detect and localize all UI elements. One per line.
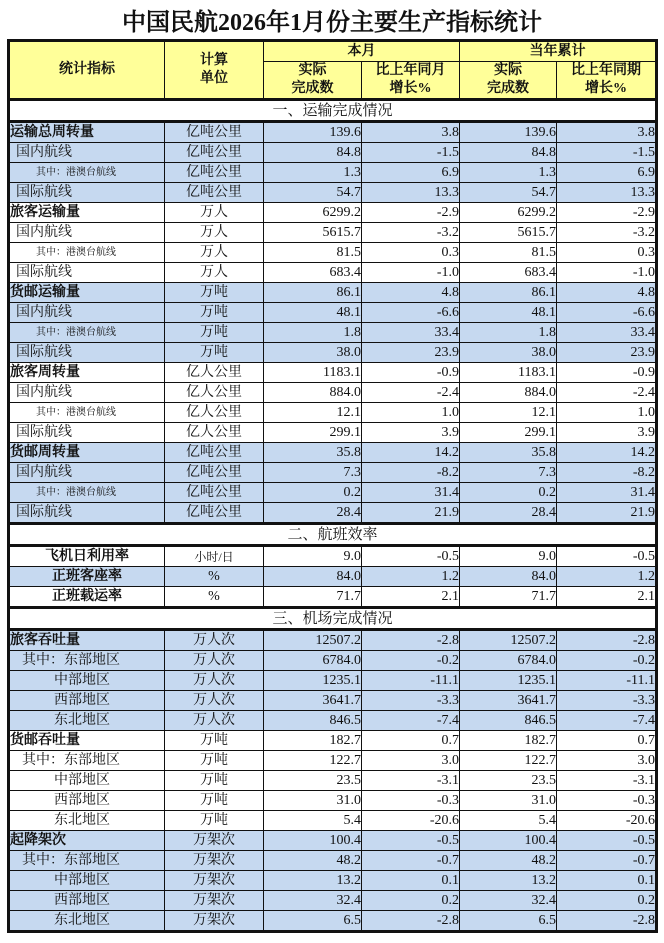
ytd-yoy-cell: 31.4	[557, 483, 657, 503]
table-row	[9, 891, 657, 911]
table-row	[9, 731, 657, 751]
section-header-row	[9, 100, 657, 122]
table-row	[9, 203, 657, 223]
indicator-name-cell: 国际航线	[9, 263, 165, 283]
month-actual-cell: 884.0	[264, 383, 362, 403]
month-yoy-cell: -0.5	[362, 831, 460, 851]
indicator-name-cell: 其中：港澳台航线	[9, 163, 165, 183]
unit-cell: 亿吨公里	[165, 483, 264, 503]
indicator-name-cell: 国内航线	[9, 303, 165, 323]
unit-cell: 万人次	[165, 671, 264, 691]
month-yoy-cell: -7.4	[362, 711, 460, 731]
month-yoy-cell: 0.1	[362, 871, 460, 891]
ytd-actual-cell: 31.0	[460, 791, 557, 811]
header-unit-line2: 单位	[200, 71, 228, 86]
month-actual-cell: 5.4	[264, 811, 362, 831]
unit-cell: 小时/日	[165, 546, 264, 567]
ytd-yoy-cell: 33.4	[557, 323, 657, 343]
ytd-yoy-cell: -2.8	[557, 630, 657, 651]
table-row	[9, 183, 657, 203]
ytd-actual-cell: 86.1	[460, 283, 557, 303]
ytd-yoy-cell: -2.8	[557, 911, 657, 932]
indicator-name-cell: 起降架次	[9, 831, 165, 851]
unit-cell: 亿吨公里	[165, 163, 264, 183]
unit-cell: 万吨	[165, 811, 264, 831]
month-actual-cell: 48.2	[264, 851, 362, 871]
unit-cell: %	[165, 587, 264, 608]
table-row	[9, 671, 657, 691]
ytd-yoy-cell: 3.0	[557, 751, 657, 771]
indicator-name-cell: 正班载运率	[9, 587, 165, 608]
month-yoy-cell: 14.2	[362, 443, 460, 463]
unit-cell: 万吨	[165, 343, 264, 363]
header-ytd-yoy	[557, 62, 657, 100]
ytd-yoy-cell: -8.2	[557, 463, 657, 483]
ytd-actual-cell: 122.7	[460, 751, 557, 771]
month-yoy-cell: -11.1	[362, 671, 460, 691]
table-row	[9, 651, 657, 671]
ytd-actual-cell: 100.4	[460, 831, 557, 851]
unit-cell: 万吨	[165, 731, 264, 751]
unit-cell: 万架次	[165, 891, 264, 911]
ytd-actual-cell: 12507.2	[460, 630, 557, 651]
month-yoy-cell: -0.9	[362, 363, 460, 383]
month-actual-cell: 32.4	[264, 891, 362, 911]
month-actual-cell: 81.5	[264, 243, 362, 263]
ytd-yoy-cell: -1.0	[557, 263, 657, 283]
table-body	[9, 100, 657, 932]
month-actual-cell: 35.8	[264, 443, 362, 463]
month-actual-cell: 182.7	[264, 731, 362, 751]
ytd-yoy-cell: -0.9	[557, 363, 657, 383]
table-row	[9, 423, 657, 443]
unit-cell: 万人	[165, 223, 264, 243]
indicator-name-cell: 中部地区	[9, 771, 165, 791]
month-actual-cell: 299.1	[264, 423, 362, 443]
month-actual-cell: 1.8	[264, 323, 362, 343]
header-ytd-yoy-line1: 比上年同期	[571, 63, 641, 78]
indicator-name-cell: 运输总周转量	[9, 122, 165, 143]
indicator-name-cell: 国际航线	[9, 343, 165, 363]
ytd-actual-cell: 5615.7	[460, 223, 557, 243]
ytd-actual-cell: 3641.7	[460, 691, 557, 711]
header-month-yoy-line2: 增长%	[389, 81, 432, 96]
table-row	[9, 771, 657, 791]
ytd-yoy-cell: 0.7	[557, 731, 657, 751]
month-actual-cell: 23.5	[264, 771, 362, 791]
ytd-yoy-cell: 1.2	[557, 567, 657, 587]
month-actual-cell: 38.0	[264, 343, 362, 363]
section-header-row	[9, 608, 657, 630]
indicator-name-cell: 西部地区	[9, 791, 165, 811]
unit-cell: %	[165, 567, 264, 587]
ytd-actual-cell: 0.2	[460, 483, 557, 503]
month-yoy-cell: 3.8	[362, 122, 460, 143]
unit-cell: 亿吨公里	[165, 443, 264, 463]
ytd-yoy-cell: 1.0	[557, 403, 657, 423]
ytd-actual-cell: 1.8	[460, 323, 557, 343]
table-row	[9, 711, 657, 731]
month-yoy-cell: 4.8	[362, 283, 460, 303]
month-yoy-cell: 33.4	[362, 323, 460, 343]
ytd-yoy-cell: -11.1	[557, 671, 657, 691]
unit-cell: 万人	[165, 263, 264, 283]
ytd-actual-cell: 299.1	[460, 423, 557, 443]
ytd-actual-cell: 683.4	[460, 263, 557, 283]
header-month-actual	[264, 62, 362, 100]
month-actual-cell: 28.4	[264, 503, 362, 524]
table-row	[9, 143, 657, 163]
table-row	[9, 851, 657, 871]
table-row	[9, 243, 657, 263]
ytd-actual-cell: 1235.1	[460, 671, 557, 691]
indicator-name-cell: 国内航线	[9, 383, 165, 403]
header-ytd-actual	[460, 62, 557, 100]
unit-cell: 万吨	[165, 791, 264, 811]
unit-cell: 亿吨公里	[165, 463, 264, 483]
table-row	[9, 443, 657, 463]
month-yoy-cell: 23.9	[362, 343, 460, 363]
ytd-yoy-cell: 0.3	[557, 243, 657, 263]
indicator-name-cell: 其中：港澳台航线	[9, 483, 165, 503]
ytd-yoy-cell: 23.9	[557, 343, 657, 363]
ytd-actual-cell: 182.7	[460, 731, 557, 751]
ytd-yoy-cell: 21.9	[557, 503, 657, 524]
table-row	[9, 343, 657, 363]
month-yoy-cell: 3.9	[362, 423, 460, 443]
header-ytd-actual-line1: 实际	[494, 63, 522, 78]
indicator-name-cell: 货邮吞吐量	[9, 731, 165, 751]
ytd-yoy-cell: 0.1	[557, 871, 657, 891]
header-this-month: 本月	[264, 41, 460, 62]
month-yoy-cell: -0.3	[362, 791, 460, 811]
ytd-yoy-cell: -20.6	[557, 811, 657, 831]
month-actual-cell: 9.0	[264, 546, 362, 567]
ytd-actual-cell: 48.2	[460, 851, 557, 871]
ytd-actual-cell: 12.1	[460, 403, 557, 423]
indicator-name-cell: 中部地区	[9, 871, 165, 891]
month-actual-cell: 139.6	[264, 122, 362, 143]
indicator-name-cell: 国际航线	[9, 423, 165, 443]
month-yoy-cell: -6.6	[362, 303, 460, 323]
indicator-name-cell: 其中：东部地区	[9, 651, 165, 671]
unit-cell: 万吨	[165, 751, 264, 771]
month-actual-cell: 13.2	[264, 871, 362, 891]
unit-cell: 万人	[165, 203, 264, 223]
header-ytd: 当年累计	[460, 41, 657, 62]
month-yoy-cell: 3.0	[362, 751, 460, 771]
ytd-actual-cell: 7.3	[460, 463, 557, 483]
month-yoy-cell: 0.7	[362, 731, 460, 751]
ytd-actual-cell: 84.0	[460, 567, 557, 587]
indicator-name-cell: 国内航线	[9, 223, 165, 243]
table-row	[9, 751, 657, 771]
month-yoy-cell: -3.3	[362, 691, 460, 711]
month-actual-cell: 683.4	[264, 263, 362, 283]
header-indicator: 统计指标	[9, 41, 165, 100]
ytd-yoy-cell: 14.2	[557, 443, 657, 463]
table-row	[9, 263, 657, 283]
month-actual-cell: 3641.7	[264, 691, 362, 711]
ytd-yoy-cell: 3.9	[557, 423, 657, 443]
indicator-name-cell: 正班客座率	[9, 567, 165, 587]
header-ytd-yoy-line2: 增长%	[585, 81, 627, 96]
ytd-yoy-cell: -0.7	[557, 851, 657, 871]
table-row	[9, 323, 657, 343]
header-month-actual-line1: 实际	[298, 63, 327, 78]
unit-cell: 万人次	[165, 651, 264, 671]
ytd-yoy-cell: -6.6	[557, 303, 657, 323]
ytd-yoy-cell: 0.2	[557, 891, 657, 911]
unit-cell: 万吨	[165, 303, 264, 323]
unit-cell: 万架次	[165, 911, 264, 932]
month-actual-cell: 846.5	[264, 711, 362, 731]
indicator-name-cell: 其中：港澳台航线	[9, 243, 165, 263]
table-row	[9, 691, 657, 711]
ytd-yoy-cell: -0.5	[557, 831, 657, 851]
ytd-yoy-cell: 3.8	[557, 122, 657, 143]
month-actual-cell: 48.1	[264, 303, 362, 323]
table-row	[9, 283, 657, 303]
month-yoy-cell: 1.0	[362, 403, 460, 423]
ytd-actual-cell: 71.7	[460, 587, 557, 608]
ytd-actual-cell: 139.6	[460, 122, 557, 143]
unit-cell: 万人次	[165, 711, 264, 731]
unit-cell: 万吨	[165, 323, 264, 343]
table-row	[9, 223, 657, 243]
month-actual-cell: 6299.2	[264, 203, 362, 223]
unit-cell: 亿吨公里	[165, 143, 264, 163]
unit-cell: 万架次	[165, 871, 264, 891]
month-yoy-cell: -0.7	[362, 851, 460, 871]
ytd-yoy-cell: 4.8	[557, 283, 657, 303]
indicator-name-cell: 其中：东部地区	[9, 851, 165, 871]
unit-cell: 万吨	[165, 771, 264, 791]
unit-cell: 万人	[165, 243, 264, 263]
month-yoy-cell: -0.2	[362, 651, 460, 671]
month-actual-cell: 5615.7	[264, 223, 362, 243]
month-actual-cell: 86.1	[264, 283, 362, 303]
ytd-yoy-cell: -0.3	[557, 791, 657, 811]
table-row	[9, 831, 657, 851]
table-row	[9, 587, 657, 608]
month-yoy-cell: 21.9	[362, 503, 460, 524]
table-row	[9, 503, 657, 524]
section-title: 一、运输完成情况	[9, 100, 657, 122]
month-yoy-cell: -1.5	[362, 143, 460, 163]
table-row	[9, 383, 657, 403]
table-row	[9, 303, 657, 323]
ytd-actual-cell: 6784.0	[460, 651, 557, 671]
ytd-actual-cell: 81.5	[460, 243, 557, 263]
month-yoy-cell: -3.1	[362, 771, 460, 791]
ytd-actual-cell: 28.4	[460, 503, 557, 524]
month-yoy-cell: 6.9	[362, 163, 460, 183]
table-row	[9, 911, 657, 932]
month-actual-cell: 84.8	[264, 143, 362, 163]
ytd-actual-cell: 884.0	[460, 383, 557, 403]
indicator-name-cell: 旅客周转量	[9, 363, 165, 383]
month-yoy-cell: 2.1	[362, 587, 460, 608]
ytd-yoy-cell: -2.9	[557, 203, 657, 223]
table-row	[9, 463, 657, 483]
indicator-name-cell: 西部地区	[9, 891, 165, 911]
unit-cell: 万架次	[165, 851, 264, 871]
month-yoy-cell: 31.4	[362, 483, 460, 503]
indicator-name-cell: 飞机日利用率	[9, 546, 165, 567]
table-row	[9, 811, 657, 831]
month-actual-cell: 1.3	[264, 163, 362, 183]
month-yoy-cell: -2.9	[362, 203, 460, 223]
month-actual-cell: 100.4	[264, 831, 362, 851]
table-row	[9, 122, 657, 143]
indicator-name-cell: 旅客吞吐量	[9, 630, 165, 651]
indicator-name-cell: 其中：港澳台航线	[9, 323, 165, 343]
indicator-name-cell: 货邮周转量	[9, 443, 165, 463]
ytd-yoy-cell: -7.4	[557, 711, 657, 731]
indicator-name-cell: 货邮运输量	[9, 283, 165, 303]
month-actual-cell: 122.7	[264, 751, 362, 771]
indicator-name-cell: 东北地区	[9, 811, 165, 831]
ytd-actual-cell: 1.3	[460, 163, 557, 183]
unit-cell: 亿吨公里	[165, 122, 264, 143]
table-row	[9, 483, 657, 503]
table-row	[9, 403, 657, 423]
ytd-yoy-cell: -3.2	[557, 223, 657, 243]
month-yoy-cell: 0.3	[362, 243, 460, 263]
table-row	[9, 630, 657, 651]
month-yoy-cell: -0.5	[362, 546, 460, 567]
month-actual-cell: 12507.2	[264, 630, 362, 651]
ytd-actual-cell: 6299.2	[460, 203, 557, 223]
month-yoy-cell: 0.2	[362, 891, 460, 911]
section-title: 二、航班效率	[9, 524, 657, 546]
indicator-name-cell: 国内航线	[9, 463, 165, 483]
ytd-yoy-cell: -1.5	[557, 143, 657, 163]
statistics-table	[7, 39, 658, 933]
ytd-actual-cell: 1183.1	[460, 363, 557, 383]
section-title: 三、机场完成情况	[9, 608, 657, 630]
unit-cell: 亿人公里	[165, 363, 264, 383]
month-yoy-cell: -20.6	[362, 811, 460, 831]
table-row	[9, 163, 657, 183]
header-unit-line1: 计算	[200, 53, 228, 68]
unit-cell: 亿人公里	[165, 423, 264, 443]
table-row	[9, 546, 657, 567]
ytd-actual-cell: 9.0	[460, 546, 557, 567]
header-month-yoy-line1: 比上年同月	[375, 63, 446, 78]
unit-cell: 万人次	[165, 691, 264, 711]
month-yoy-cell: -2.8	[362, 630, 460, 651]
month-yoy-cell: -2.4	[362, 383, 460, 403]
ytd-actual-cell: 13.2	[460, 871, 557, 891]
table-row	[9, 791, 657, 811]
ytd-actual-cell: 6.5	[460, 911, 557, 932]
ytd-actual-cell: 846.5	[460, 711, 557, 731]
indicator-name-cell: 旅客运输量	[9, 203, 165, 223]
month-yoy-cell: -8.2	[362, 463, 460, 483]
month-actual-cell: 54.7	[264, 183, 362, 203]
ytd-yoy-cell: -0.5	[557, 546, 657, 567]
month-actual-cell: 31.0	[264, 791, 362, 811]
ytd-yoy-cell: -2.4	[557, 383, 657, 403]
ytd-actual-cell: 5.4	[460, 811, 557, 831]
month-actual-cell: 71.7	[264, 587, 362, 608]
ytd-yoy-cell: -3.3	[557, 691, 657, 711]
table-header	[9, 41, 657, 100]
indicator-name-cell: 国际航线	[9, 503, 165, 524]
table-row	[9, 363, 657, 383]
table-row	[9, 871, 657, 891]
ytd-yoy-cell: -3.1	[557, 771, 657, 791]
header-ytd-actual-line2: 完成数	[487, 81, 529, 96]
month-actual-cell: 7.3	[264, 463, 362, 483]
ytd-actual-cell: 23.5	[460, 771, 557, 791]
unit-cell: 亿吨公里	[165, 183, 264, 203]
unit-cell: 亿人公里	[165, 383, 264, 403]
month-yoy-cell: 13.3	[362, 183, 460, 203]
month-actual-cell: 0.2	[264, 483, 362, 503]
indicator-name-cell: 中部地区	[9, 671, 165, 691]
indicator-name-cell: 西部地区	[9, 691, 165, 711]
month-yoy-cell: -2.8	[362, 911, 460, 932]
header-month-actual-line2: 完成数	[291, 81, 334, 96]
ytd-yoy-cell: 2.1	[557, 587, 657, 608]
section-header-row	[9, 524, 657, 546]
unit-cell: 万吨	[165, 283, 264, 303]
unit-cell: 万人次	[165, 630, 264, 651]
indicator-name-cell: 其中：港澳台航线	[9, 403, 165, 423]
indicator-name-cell: 国际航线	[9, 183, 165, 203]
indicator-name-cell: 东北地区	[9, 711, 165, 731]
unit-cell: 亿人公里	[165, 403, 264, 423]
ytd-actual-cell: 48.1	[460, 303, 557, 323]
ytd-actual-cell: 84.8	[460, 143, 557, 163]
ytd-actual-cell: 54.7	[460, 183, 557, 203]
indicator-name-cell: 东北地区	[9, 911, 165, 932]
month-yoy-cell: 1.2	[362, 567, 460, 587]
ytd-actual-cell: 35.8	[460, 443, 557, 463]
header-month-yoy	[362, 62, 460, 100]
table-row	[9, 567, 657, 587]
ytd-actual-cell: 38.0	[460, 343, 557, 363]
month-actual-cell: 12.1	[264, 403, 362, 423]
unit-cell: 亿吨公里	[165, 503, 264, 524]
ytd-yoy-cell: -0.2	[557, 651, 657, 671]
ytd-actual-cell: 32.4	[460, 891, 557, 911]
unit-cell: 万架次	[165, 831, 264, 851]
month-actual-cell: 1183.1	[264, 363, 362, 383]
indicator-name-cell: 国内航线	[9, 143, 165, 163]
ytd-yoy-cell: 6.9	[557, 163, 657, 183]
month-yoy-cell: -3.2	[362, 223, 460, 243]
month-yoy-cell: -1.0	[362, 263, 460, 283]
month-actual-cell: 84.0	[264, 567, 362, 587]
page-title: 中国民航2026年1月份主要生产指标统计	[122, 10, 542, 36]
ytd-yoy-cell: 13.3	[557, 183, 657, 203]
month-actual-cell: 1235.1	[264, 671, 362, 691]
month-actual-cell: 6784.0	[264, 651, 362, 671]
indicator-name-cell: 其中：东部地区	[9, 751, 165, 771]
header-unit	[165, 41, 264, 100]
month-actual-cell: 6.5	[264, 911, 362, 932]
